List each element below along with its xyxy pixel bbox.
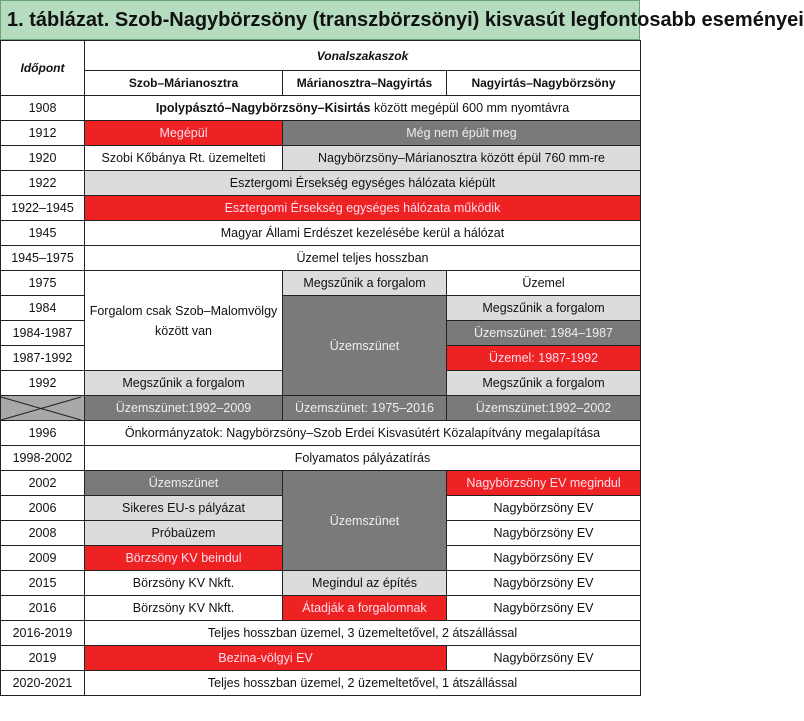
table-row — [1, 246, 641, 271]
year-cell: 1908 — [1, 96, 85, 121]
table-row — [1, 121, 641, 146]
table-row — [1, 196, 641, 221]
event-cell: Nagybörzsöny EV — [447, 521, 641, 546]
event-cell: Megszűnik a forgalom — [447, 296, 641, 321]
event-cell: Nagybörzsöny EV — [447, 546, 641, 571]
header-row-1 — [1, 41, 641, 71]
year-cell: 1975 — [1, 271, 85, 296]
table-row — [1, 596, 641, 621]
header-idopont: Időpont — [1, 41, 85, 96]
table-row — [1, 446, 641, 471]
year-cell: 2006 — [1, 496, 85, 521]
event-cell: Bezina-völgyi EV — [85, 646, 447, 671]
year-cell: 2002 — [1, 471, 85, 496]
table-row — [1, 571, 641, 596]
event-cell: Nagybörzsöny EV — [447, 596, 641, 621]
table-title: 1. táblázat. Szob-Nagybörzsöny (transzbörzsönyi) kisvasút legfontosabb eseményei — [0, 0, 640, 40]
header-col2: Márianosztra–Nagyirtás — [283, 71, 447, 96]
event-cell: Nagybörzsöny EV — [447, 571, 641, 596]
year-cell: 2016-2019 — [1, 621, 85, 646]
event-cell: Önkormányzatok: Nagybörzsöny–Szob Erdei Kisvasútért Közalapítvány megalapítása — [85, 421, 641, 446]
event-cell: Üzemszünet: 1975–2016 — [283, 396, 447, 421]
event-cell: Magyar Állami Erdészet kezelésébe kerül a hálózat — [85, 221, 641, 246]
event-cell: Börzsöny KV Nkft. — [85, 596, 283, 621]
year-cell: 1987-1992 — [1, 346, 85, 371]
table-row — [1, 671, 641, 696]
event-cell: Nagybörzsöny EV — [447, 646, 641, 671]
year-cell: 2016 — [1, 596, 85, 621]
event-cell: Üzemszünet: 1984–1987 — [447, 321, 641, 346]
event-cell: Esztergomi Érsekség egységes hálózata működik — [85, 196, 641, 221]
event-cell: Üzemszünet — [283, 471, 447, 571]
event-cell: Üzemszünet — [85, 471, 283, 496]
year-cell: 1945–1975 — [1, 246, 85, 271]
event-cell: Üzemszünet:1992–2009 — [85, 396, 283, 421]
event-cell: Börzsöny KV beindul — [85, 546, 283, 571]
event-cell: Üzemszünet — [283, 296, 447, 396]
event-cell: Átadják a forgalomnak — [283, 596, 447, 621]
event-cell: Megszűnik a forgalom — [283, 271, 447, 296]
event-cell: Teljes hosszban üzemel, 2 üzemeltetővel, 1 átszállással — [85, 671, 641, 696]
event-cell: Szobi Kőbánya Rt. üzemelteti — [85, 146, 283, 171]
year-cell: 2020-2021 — [1, 671, 85, 696]
event-cell: Börzsöny KV Nkft. — [85, 571, 283, 596]
event-cell: Sikeres EU-s pályázat — [85, 496, 283, 521]
year-cell: 1984 — [1, 296, 85, 321]
year-cell: 1922–1945 — [1, 196, 85, 221]
table-row — [1, 471, 641, 496]
event-cell: Nagybörzsöny EV megindul — [447, 471, 641, 496]
cross-icon — [1, 397, 81, 420]
table-row — [1, 646, 641, 671]
year-cell: 1922 — [1, 171, 85, 196]
event-cell — [85, 96, 641, 121]
event-cell: Megszűnik a forgalom — [85, 371, 283, 396]
event-cell: Próbaüzem — [85, 521, 283, 546]
event-cell: Esztergomi Érsekség egységes hálózata kiépült — [85, 171, 641, 196]
header-row-2 — [1, 71, 641, 96]
event-cell: Forgalom csak Szob–Malomvölgy között van — [85, 271, 283, 371]
year-cell: 2019 — [1, 646, 85, 671]
year-cell: 2009 — [1, 546, 85, 571]
table-row — [1, 171, 641, 196]
event-cell: Üzemel: 1987-1992 — [447, 346, 641, 371]
year-cell: 1996 — [1, 421, 85, 446]
year-cell: 1984-1987 — [1, 321, 85, 346]
table-row — [1, 271, 641, 296]
event-cell: Megépül — [85, 121, 283, 146]
event-text: között megépül 600 mm nyomtávra — [370, 101, 570, 115]
table-row — [1, 146, 641, 171]
year-cell: 2015 — [1, 571, 85, 596]
event-cell: Nagybörzsöny EV — [447, 496, 641, 521]
header-col1: Szob–Márianosztra — [85, 71, 283, 96]
header-col3: Nagyirtás–Nagybörzsöny — [447, 71, 641, 96]
year-cell: 1998-2002 — [1, 446, 85, 471]
event-cell: Megindul az építés — [283, 571, 447, 596]
year-cell: 1945 — [1, 221, 85, 246]
event-cell: Üzemel teljes hosszban — [85, 246, 641, 271]
table-row — [1, 396, 641, 421]
event-bold-text: Ipolypásztó–Nagybörzsöny–Kisirtás — [155, 101, 371, 115]
events-table — [0, 40, 641, 696]
event-cell: Folyamatos pályázatírás — [85, 446, 641, 471]
empty-crossed-cell — [1, 396, 85, 421]
table-row — [1, 221, 641, 246]
year-cell: 1992 — [1, 371, 85, 396]
event-cell: Még nem épült meg — [283, 121, 641, 146]
year-cell: 2008 — [1, 521, 85, 546]
event-cell: Nagybörzsöny–Márianosztra között épül 760 mm-re — [283, 146, 641, 171]
table-row — [1, 96, 641, 121]
header-vonalszakaszok: Vonalszakaszok — [85, 41, 641, 71]
event-cell: Teljes hosszban üzemel, 3 üzemeltetővel, 2 átszállással — [85, 621, 641, 646]
event-cell: Üzemel — [447, 271, 641, 296]
event-cell: Megszűnik a forgalom — [447, 371, 641, 396]
event-cell: Üzemszünet:1992–2002 — [447, 396, 641, 421]
year-cell: 1912 — [1, 121, 85, 146]
table-row — [1, 621, 641, 646]
year-cell: 1920 — [1, 146, 85, 171]
table-row — [1, 421, 641, 446]
